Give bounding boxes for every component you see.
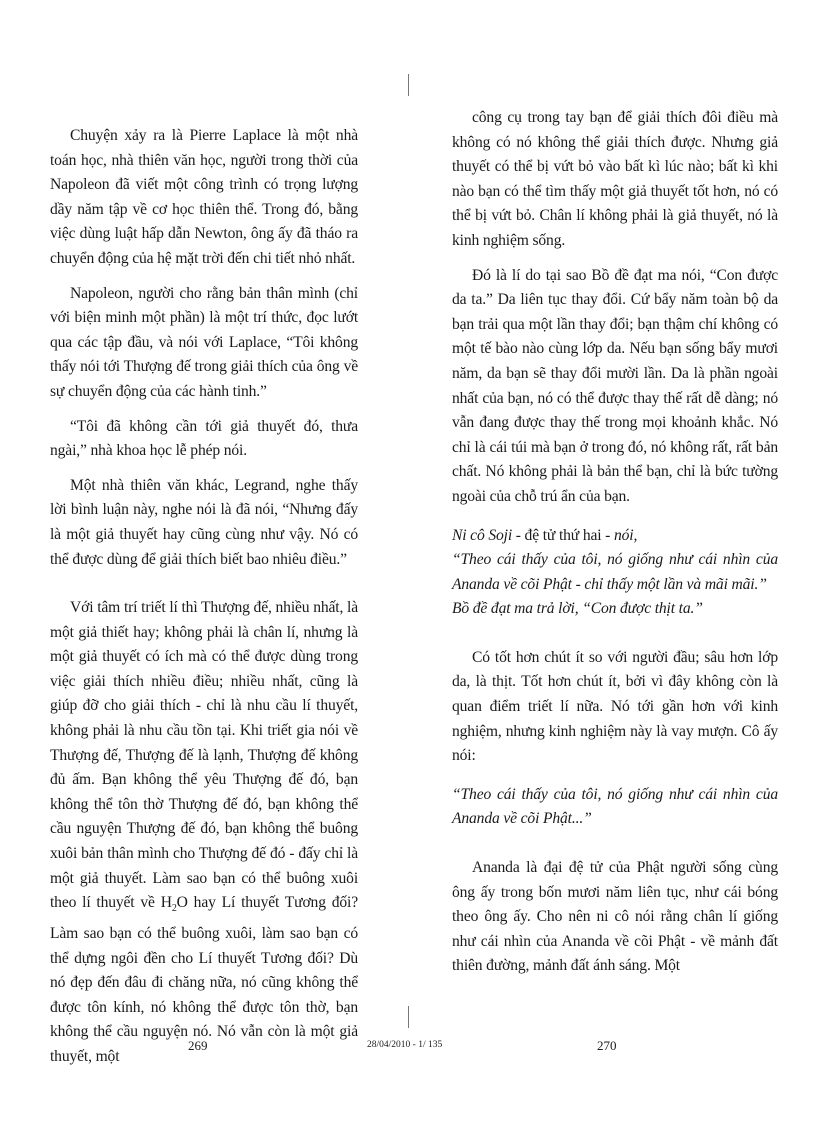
text-run: “Con được thịt ta.” — [578, 600, 703, 618]
quote-line — [452, 524, 778, 549]
speaker: Ni cô Soji — [452, 526, 513, 544]
paragraph: Chuyện xảy ra là Pierre Laplace là một nhà toán học, nhà thiên văn học, người trong thời của Napoleon đã viết một công trình có trọng lượng dầy năm tập về cơ học thiên thể. Trong đó, bằng việc dùng luật hấp dẫn Newton, ông ấy đã tháo ra chuyển động của hệ mặt trời đến chi tiết nhỏ nhất. — [50, 127, 358, 267]
paragraph — [50, 596, 358, 1069]
speaker: Bồ đề đạt ma trả lời, — [452, 600, 579, 618]
quote-block — [452, 524, 778, 622]
footer-date: 28/04/2010 - 1/ 135 — [367, 1040, 443, 1050]
page-number-right: 270 — [597, 1038, 617, 1053]
top-divider — [408, 74, 409, 96]
paragraph: “Tôi đã không cần tới giả thuyết đó, thưa ngài,” nhà khoa học lễ phép nói. — [50, 417, 358, 460]
text-run: O hay Lí thuyết Tương đối? Làm sao bạn có thể buông xuôi, làm sao bạn có thể dựng ngôi đền cho Lí thuyết Tương đối? Dù nó đẹp đến đâu đi chăng nữa, nó cũng không thể được tôn kính, nó không thể được tôn thờ, bạn không thể cầu nguyện nó. Nó vẫn còn là một giả thuyết, một — [50, 894, 358, 1065]
quote-line: “Theo cái thấy của tôi, nó giống như cái nhìn của Ananda về cõi Phật...” — [452, 785, 778, 828]
paragraph: Napoleon, người cho rằng bản thân mình (chỉ với biện minh một phần) là một trí thức, đọc lướt qua các tập đầu, và nói với Laplace, “Tôi không thấy nói tới Thượng đế trong giải thích của ông về sự chuyển động của các hành tinh.” — [50, 284, 358, 400]
text-run: - đệ tử thứ hai - — [512, 526, 614, 544]
paragraph: Đó là lí do tại sao Bồ đề đạt ma nói, “Con được da ta.” Da liên tục thay đổi. Cứ bẩy năm toàn bộ da bạn trải qua một lần thay đổi; bạn thậm chí không có một tế bào nào cùng lớp da. Nếu bạn sống bẩy mươi năm, da bạn sẽ thay đổi mười lần. Da là phần ngoài nhất của bạn, nó có thể được thay thế rất dễ dàng; nó vẫn đang được thay thế trong mọi khoảnh khắc. Nó chỉ là cái túi mà bạn ở trong đó, nó không rất, rất bản chất. Nó không phải là bản thể bạn, chỉ là bức tường ngoài của chỗ trú ẩn của bạn. — [452, 266, 778, 505]
quote-block — [452, 783, 778, 832]
right-page-text — [452, 106, 778, 989]
paragraph: Một nhà thiên văn khác, Legrand, nghe thấy lời bình luận này, nghe nói là đã nói, “Nhưng đấy là một giả thuyết hay cũng cùng như vậy. Nó có thể được dùng để giải thích biết bao nhiêu điều.” — [50, 476, 358, 568]
text-run: Với tâm trí triết lí thì Thượng đế, nhiều nhất, là một giả thiết hay; không phải là chân lí, nhưng là một giả thuyết có ích mà có thể được dùng trong việc giải thích nhiều điều; nhiều nhất, cũng là giúp đỡ cho giải thích - chỉ là nhu cầu lí thuyết, không phải là nhu cầu tồn tại. Khi triết gia nói về Thượng đế, Thượng đế là lạnh, Thượng đế không đủ ấm. Bạn không thể yêu Thượng đế đó, bạn không thể tôn thờ Thượng đế đó, bạn không thể cầu nguyện Thượng đế đó, bạn không thể buông xuôi bản thân mình cho Thượng đế đó - đấy chỉ là một giả thuyết. Làm sao bạn có thể buông xuôi theo lí thuyết về H — [50, 599, 358, 912]
paragraph: Có tốt hơn chút ít so với người đầu; sâu hơn lớp da, là thịt. Tốt hơn chút ít, bởi vì đây không còn là quan điểm triết lí nữa. Nó tới gần hơn với kinh nghiệm, nhưng kinh nghiệm này là vay mượn. Cô ấy nói: — [452, 648, 778, 765]
paragraph: Ananda là đại đệ tử của Phật người sống cùng ông ấy trong bốn mươi năm liên tục, như cái bóng theo ông ấy. Cho nên ni cô nói rằng chân lí giống như cái nhìn của Ananda về cõi Phật - về mảnh đất thiên đường, mảnh đất ánh sáng. Một — [452, 859, 778, 975]
quote-line: “Theo cái thấy của tôi, nó giống như cái nhìn của Ananda về cõi Phật - chỉ thấy một lần và mãi mãi.” — [452, 551, 778, 593]
paragraph: công cụ trong tay bạn để giải thích đôi điều mà không có nó không thể giải thích được. Nhưng giả thuyết có thể bị vứt bỏ vào bất kì lúc nào; bất kì khi nào bạn có thể tìm thấy một giả thuyết tốt hơn, nó có thể bị vứt bỏ. Chân lí không phải là giả thuyết, nó là kinh nghiệm sống. — [452, 109, 778, 249]
left-page-text — [50, 124, 358, 1079]
bottom-divider — [408, 1006, 409, 1028]
quote-line — [452, 597, 778, 622]
text-run: nói, — [613, 526, 638, 544]
subscript: 2 — [171, 903, 177, 915]
page-number-left: 269 — [188, 1038, 208, 1053]
